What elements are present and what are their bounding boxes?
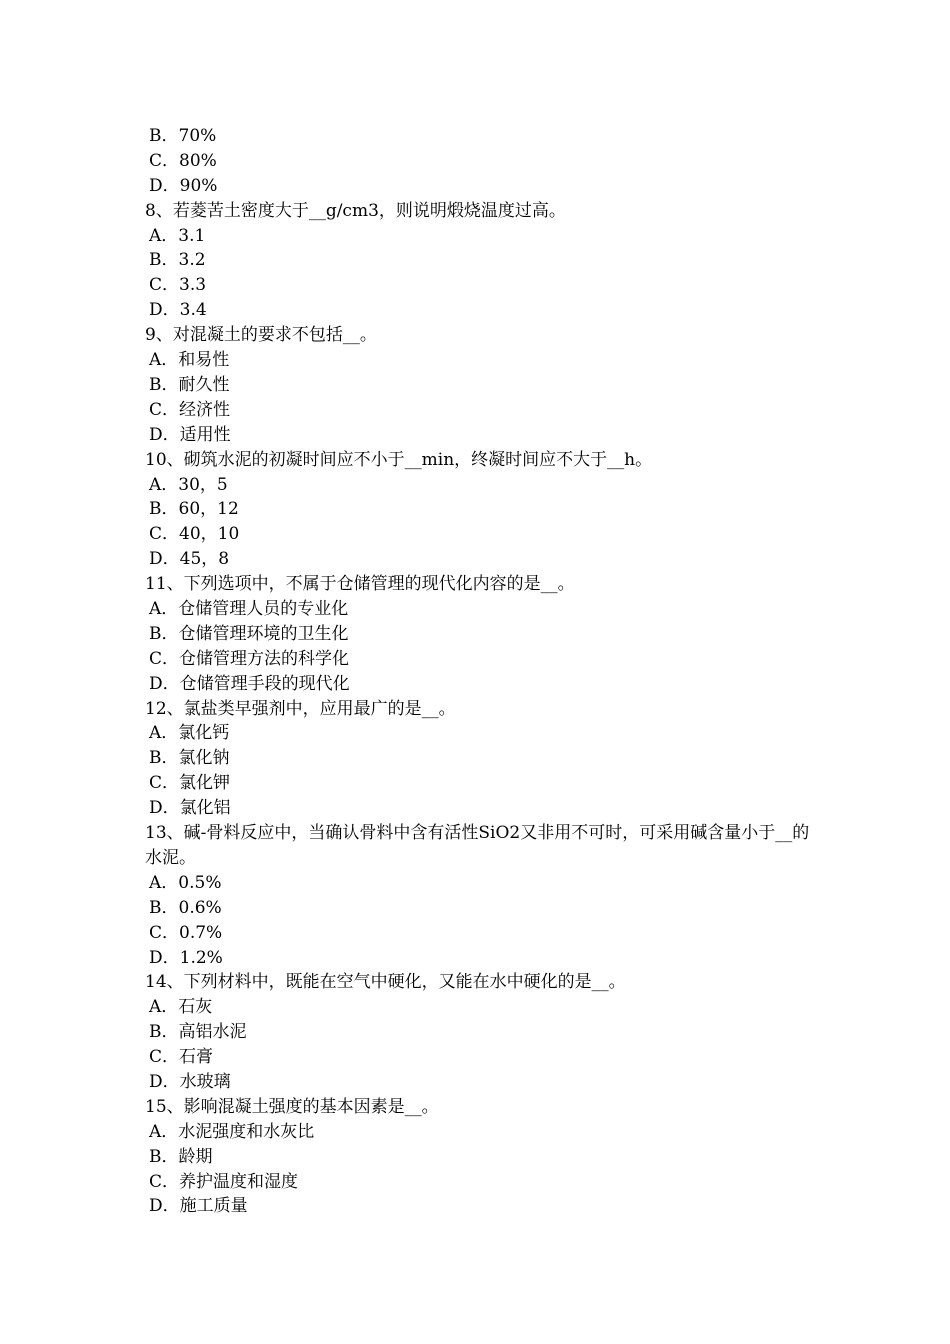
option-text: 3.4: [179, 300, 207, 321]
option-letter: A．: [149, 598, 179, 619]
question-stem: 10、砌筑水泥的初凝时间应不小于__min，终凝时间应不大于__h。: [145, 449, 653, 470]
option-line: [145, 1020, 815, 1045]
option-line: [145, 473, 815, 498]
option-letter: B．: [149, 897, 179, 918]
option-text: 氯化钠: [178, 748, 230, 769]
option-letter: B．: [149, 1022, 179, 1043]
option-line: [145, 672, 815, 697]
option-text: 仓储管理环境的卫生化: [178, 623, 349, 644]
question-stem: 14、下列材料中，既能在空气中硬化，又能在水中硬化的是__。: [145, 972, 626, 993]
option-line: [145, 647, 815, 672]
option-line: [145, 124, 815, 149]
option-text: 经济性: [179, 399, 231, 420]
option-letter: D．: [149, 798, 180, 819]
question-stem: 12、氯盐类早强剂中，应用最广的是__。: [145, 698, 456, 719]
option-text: 80%: [179, 150, 217, 171]
option-letter: C．: [149, 1171, 180, 1192]
option-letter: A．: [149, 225, 179, 246]
option-line: [145, 522, 815, 547]
option-line: [145, 946, 815, 971]
option-text: 和易性: [178, 350, 230, 371]
option-line: [145, 547, 815, 572]
option-text: 1.2%: [179, 947, 223, 968]
option-letter: D．: [149, 300, 180, 321]
question-list: [145, 124, 815, 1219]
option-text: 石膏: [179, 1047, 214, 1068]
option-line: [145, 373, 815, 398]
option-letter: B．: [149, 374, 179, 395]
question-stem: 13、碱-骨料反应中，当确认骨料中含有活性SiO2又非用不可时，可采用碱含量小于__的水泥。: [145, 823, 810, 868]
option-line: [145, 771, 815, 796]
option-text: 3.1: [178, 225, 206, 246]
option-text: 30，5: [178, 474, 228, 495]
option-text: 70%: [178, 126, 217, 146]
option-line: [145, 1045, 815, 1070]
option-text: 氯化钙: [178, 723, 230, 744]
option-line: [145, 1170, 815, 1195]
option-text: 0.6%: [178, 897, 222, 918]
option-line: [145, 721, 815, 746]
option-line: [145, 921, 815, 946]
option-line: [145, 248, 815, 273]
question-stem: 11、下列选项中，不属于仓储管理的现代化内容的是__。: [145, 574, 575, 595]
option-letter: C．: [149, 524, 180, 545]
option-text: 60，12: [178, 499, 239, 520]
option-text: 0.5%: [178, 872, 222, 893]
option-text: 龄期: [178, 1146, 213, 1167]
option-letter: A．: [149, 723, 179, 744]
question-stem: 8、若菱苦土密度大于__g/cm3，则说明煅烧温度过高。: [145, 200, 566, 221]
option-letter: B．: [149, 748, 179, 769]
option-text: 氯化铝: [179, 798, 231, 819]
option-text: 45，8: [179, 549, 230, 570]
option-letter: D．: [149, 947, 180, 968]
option-text: 水玻璃: [179, 1071, 231, 1092]
option-letter: C．: [149, 275, 180, 296]
option-letter: C．: [149, 1047, 180, 1068]
option-letter: B．: [149, 499, 179, 520]
option-letter: D．: [149, 424, 180, 445]
option-text: 石灰: [178, 997, 213, 1018]
option-letter: A．: [149, 350, 179, 371]
option-letter: B．: [149, 623, 179, 644]
option-letter: C．: [149, 150, 180, 171]
option-text: 90%: [179, 175, 218, 196]
option-line: [145, 622, 815, 647]
option-letter: B．: [149, 1146, 179, 1167]
option-text: 仓储管理人员的专业化: [178, 598, 349, 619]
option-text: 氯化钾: [179, 773, 231, 794]
option-letter: A．: [149, 1121, 179, 1142]
option-letter: C．: [149, 773, 180, 794]
option-text: 0.7%: [179, 922, 223, 943]
option-line: [145, 298, 815, 323]
option-text: 耐久性: [178, 374, 230, 395]
option-line: [145, 597, 815, 622]
option-letter: C．: [149, 648, 180, 669]
option-line: [145, 1145, 815, 1170]
option-text: 施工质量: [179, 1196, 248, 1217]
option-text: 水泥强度和水灰比: [178, 1121, 315, 1142]
option-line: [145, 1070, 815, 1095]
option-line: [145, 423, 815, 448]
option-line: [145, 796, 815, 821]
option-letter: D．: [149, 549, 180, 570]
option-letter: B．: [149, 126, 179, 146]
option-letter: A．: [149, 474, 179, 495]
option-letter: A．: [149, 997, 179, 1018]
option-letter: C．: [149, 399, 180, 420]
option-line: [145, 896, 815, 921]
question-stem: 9、对混凝土的要求不包括__。: [145, 325, 377, 346]
option-line: [145, 149, 815, 174]
option-line: [145, 746, 815, 771]
option-line: [145, 224, 815, 249]
option-letter: D．: [149, 673, 180, 694]
option-text: 适用性: [179, 424, 231, 445]
option-text: 3.2: [178, 250, 206, 271]
option-text: 高铝水泥: [178, 1022, 247, 1043]
option-line: [145, 497, 815, 522]
option-text: 养护温度和湿度: [179, 1171, 299, 1192]
option-letter: D．: [149, 175, 180, 196]
option-line: [145, 995, 815, 1020]
question-stem: 15、影响混凝土强度的基本因素是__。: [145, 1096, 439, 1117]
option-text: 仓储管理方法的科学化: [179, 648, 350, 669]
option-text: 3.3: [179, 275, 207, 296]
option-text: 仓储管理手段的现代化: [179, 673, 350, 694]
option-line: [145, 348, 815, 373]
option-line: [145, 1120, 815, 1145]
option-line: [145, 1194, 815, 1219]
option-letter: A．: [149, 872, 179, 893]
option-letter: B．: [149, 250, 179, 271]
option-line: [145, 871, 815, 896]
option-text: 40，10: [179, 524, 240, 545]
option-letter: D．: [149, 1196, 180, 1217]
option-letter: D．: [149, 1071, 180, 1092]
option-letter: C．: [149, 922, 180, 943]
option-line: [145, 398, 815, 423]
option-line: [145, 273, 815, 298]
option-line: [145, 174, 815, 199]
